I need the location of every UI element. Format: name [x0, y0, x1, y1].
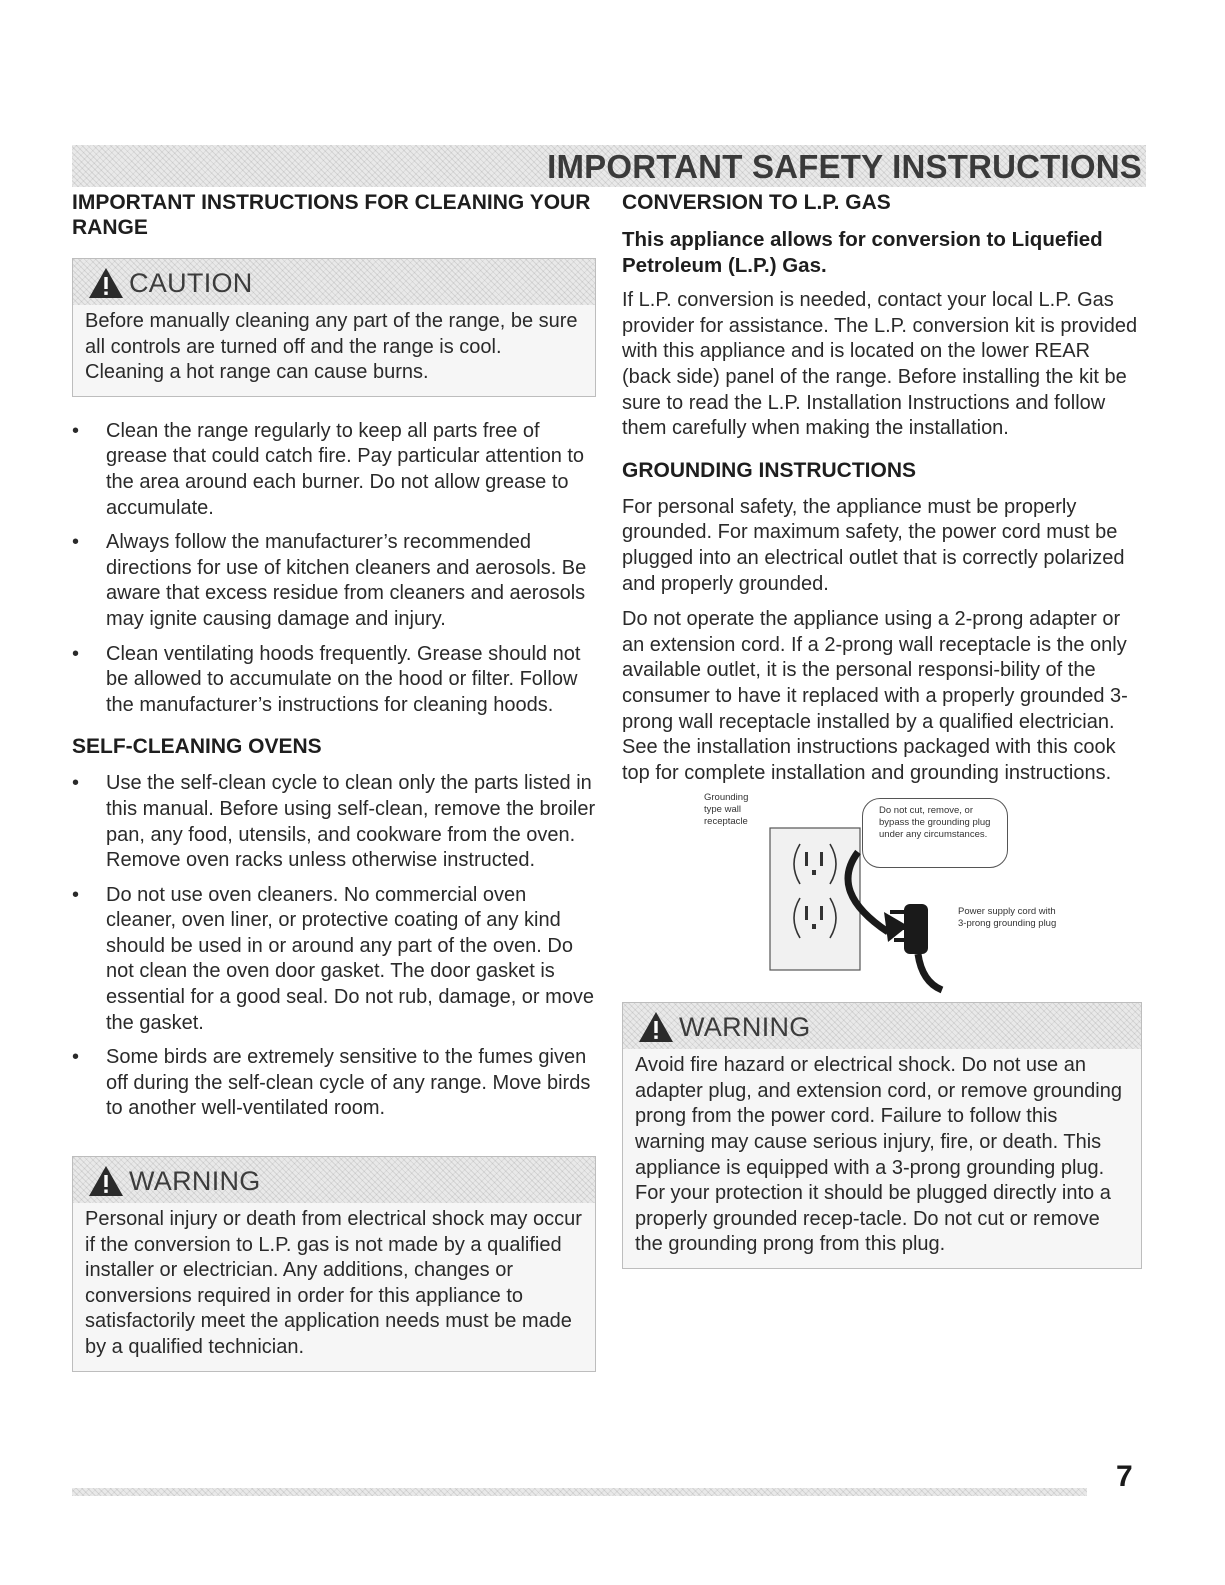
conversion-lead: This appliance allows for conversion to Liquefied Petroleum (L.P.) Gas. [622, 228, 1103, 277]
warning-triangle-icon [87, 1164, 125, 1198]
warning-header [623, 1003, 1141, 1049]
grounding-heading: GROUNDING INSTRUCTIONS [622, 458, 916, 482]
list-item: • Use the self-clean cycle to clean only the parts listed in this manual. Before using self-clean, remove the broiler pan, any food, utensils, and cookware from the oven. Remove oven racks unless otherwise instructed. [72, 771, 596, 873]
warning-triangle-icon [87, 266, 125, 300]
warning-text: Avoid fire hazard or electrical shock. Do not use an adapter plug, and extension cord, or remove grounding prong from the power cord. Failure to follow this warning may cause serious injury, fire, or death. This appliance is equipped with a 3-prong grounding plug. For your protection it should be plugged directly into a properly grounded recep-tacle. Do not cut or remove the grounding prong from this plug. [623, 1049, 1141, 1268]
list-item: • Clean the range regularly to keep all parts free of grease that could catch fire. Pay particular attention to the area around each burner. Do not allow grease to accumulate. [72, 419, 596, 521]
callout-bubble [862, 798, 1008, 868]
page-number: 7 [1116, 1460, 1133, 1493]
caution-header [73, 259, 595, 305]
grounding-warning-box [622, 1002, 1142, 1269]
grounding-diagram [622, 786, 1142, 996]
cleaning-heading: IMPORTANT INSTRUCTIONS FOR CLEANING YOUR RANGE [72, 191, 591, 239]
receptacle-label: Grounding type wall receptacle [704, 792, 749, 828]
warning-header [73, 1157, 595, 1203]
list-item: • Do not use oven cleaners. No commercial oven cleaner, oven liner, or protective coating of any kind should be used in or around any part of the oven. Do not clean the oven door gasket. The door gasket is essential for a good seal. Do not rub, damage, or move the gasket. [72, 883, 596, 1037]
warning-text: Personal injury or death from electrical shock may occur if the conversion to L.P. gas is not made by a qualified installer or electrician. Any additions, changes or conversions required in order for this appliance to satisfactorily meet the application needs must be made by a qualified technician. [73, 1203, 595, 1371]
callout-text: Do not cut, remove, or bypass the grounding plug under any circumstances. [879, 805, 991, 841]
header-band [72, 145, 1146, 187]
list-item: • Clean ventilating hoods frequently. Grease should not be allowed to accumulate on the hood or filter. Follow the manufacturer’s instructions for cleaning hoods. [72, 642, 596, 719]
page-title: IMPORTANT SAFETY INSTRUCTIONS [547, 148, 1142, 185]
self-cleaning-heading: SELF-CLEANING OVENS [72, 735, 322, 759]
cord-label: Power supply cord with 3-prong grounding plug [958, 906, 1057, 930]
caution-label: CAUTION [129, 268, 253, 298]
grounding-paragraph-2: Do not operate the appliance using a 2-prong adapter or an extension cord. If a 2-prong wall receptacle is the only available outlet, it is the personal responsi-bility of the consumer to have it replaced with a properly grounded 3-prong wall receptacle installed by a qualified electrician. See the installation instructions packaged with this cook top for complete installation and grounding instructions. [622, 608, 1128, 784]
warning-label: WARNING [679, 1012, 811, 1043]
footer-band [72, 1488, 1087, 1496]
caution-text: Before manually cleaning any part of the range, be sure all controls are turned off and the range is cool. Cleaning a hot range can cause burns. [73, 305, 595, 396]
right-column [622, 190, 1142, 1269]
warning-label: WARNING [129, 1166, 261, 1197]
caution-box [72, 258, 596, 397]
left-column [72, 190, 596, 1372]
conversion-warning-box [72, 1156, 596, 1372]
list-item: • Some birds are extremely sensitive to the fumes given off during the self-clean cycle of any range. Move birds to another well-ventilated room. [72, 1045, 596, 1122]
conversion-text: If L.P. conversion is needed, contact your local L.P. Gas provider for assistance. The L.P. conversion kit is provided with this appliance and is located on the lower REAR (back side) panel of the range. Before installing the kit be sure to read the L.P. Installation Instructions and follow them carefully when making the installation. [622, 289, 1138, 440]
self-cleaning-bullet-list [72, 771, 596, 1122]
cleaning-bullet-list [72, 419, 596, 719]
warning-triangle-icon [637, 1010, 675, 1044]
conversion-heading: CONVERSION TO L.P. GAS [622, 191, 891, 214]
grounding-paragraph-1: For personal safety, the appliance must be properly grounded. For maximum safety, the power cord must be plugged into an electrical outlet that is correctly polarized and properly grounded. [622, 495, 1125, 595]
list-item: • Always follow the manufacturer’s recommended directions for use of kitchen cleaners and aerosols. Be aware that excess residue from cleaners and aerosols may ignite causing damage and injury. [72, 530, 596, 632]
